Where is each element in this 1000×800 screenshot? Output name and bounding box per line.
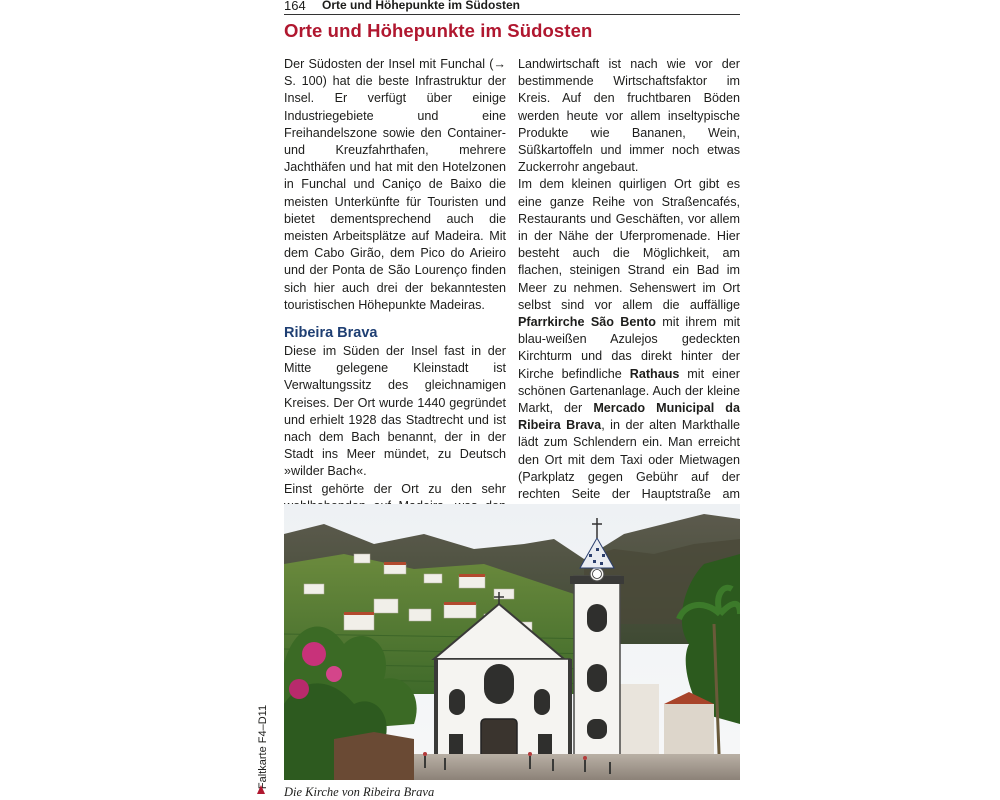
left-column [284, 56, 506, 549]
running-title: Orte und Höhepunkte im Südosten [322, 0, 521, 12]
right-column [518, 56, 740, 538]
section-paragraph-3: Landwirtschaft ist nach wie vor der bestimmende Wirtschaftsfaktor im Kreis. Auf den fruchtbaren Böden werden heute vor allem inseltypische Produkte wie Bananen, Wein, Süßkartoffeln und immer noch etwas Zuckerrohr angebaut. [518, 57, 740, 175]
para4-text-a: Im dem kleinen quirligen Ort gibt es eine ganze Reihe von Straßencafés, Restaurants und Geschäften, vor allem in der Nähe der Uferpromenade. Hier besteht auch die Möglichkeit, am flachen, steinigen Strand ein Bad im Meer zu nehmen. Sehenswert im Ort selbst sind vor allem die auffällige [518, 177, 740, 312]
photo-caption: Die Kirche von Ribeira Brava [284, 785, 435, 799]
triangle-marker-icon [257, 785, 265, 794]
para4-text-e: , in der alten Markthalle lädt zum Schlendern ein. Man erreicht den Ort mit dem Taxi oder Mietwagen (Parkplatz gegen Gebühr auf der rechten Seite der Hauptstraße am [518, 418, 740, 502]
intro-paragraph: Der Südosten der Insel mit Funchal (→ S. 100) hat die beste Infrastruktur der Insel. Er verfügt über einige Industriegebiete und eine Freihandelszone sowie den Container- und Kreuzfahrthafen, mehrere Jachthäfen und hat mit den Hotelzonen in Funchal und Caniço de Baixo die meisten Unterkünfte für Touristen und bietet dementsprechend auch die meisten Arbeitsplätze auf Madeira. Mit dem Cabo Girão, dem Pico do Arieiro und der Ponta de São Lourenço finden sich hier auch drei der bekanntesten touristischen Höhepunkte Madeiras. [284, 57, 506, 312]
page-number: 164 [284, 0, 306, 13]
section-paragraph-2: Einst gehörte der Ort zu den sehr [284, 481, 506, 496]
mercado-bold: Mercado Municipal da Ribeira Brava [518, 401, 740, 433]
para4-text-d: mit einer schönen Gartenanlage. Auch der kleine Markt, der [518, 366, 740, 416]
section-paragraph-1: Diese im Süden der Insel fast in der Mitte gelegene Kleinstadt ist Verwaltungssitz des gleichnamigen Kreises. Der Ort wurde 1440 gegründet und erhielt 1928 das Stadtrecht und ist nach dem Bach benannt, der in der Stadt ins Meer mündet, zu Deutsch »wilder Bach«. [284, 344, 506, 479]
chapter-title: Orte und Höhepunkte im Südosten [284, 20, 593, 41]
pfarrkirche-bold: Pfarrkirche São Bento [518, 315, 656, 330]
map-reference [252, 697, 274, 797]
church-photo [284, 504, 740, 780]
section-title: Ribeira Brava [284, 325, 378, 342]
map-reference-text: Faltkarte F4–D11 [257, 704, 269, 790]
section-paragraph-4 [518, 176, 740, 537]
para4-text-c: mit ihrem mit blau-weißen Azulejos gedeckten Kirchturm und das direkt hinter der Kirche befindliche [518, 315, 741, 381]
running-head [284, 0, 740, 15]
church-illustration [284, 504, 740, 780]
rathaus-bold: Rathaus [629, 366, 680, 381]
